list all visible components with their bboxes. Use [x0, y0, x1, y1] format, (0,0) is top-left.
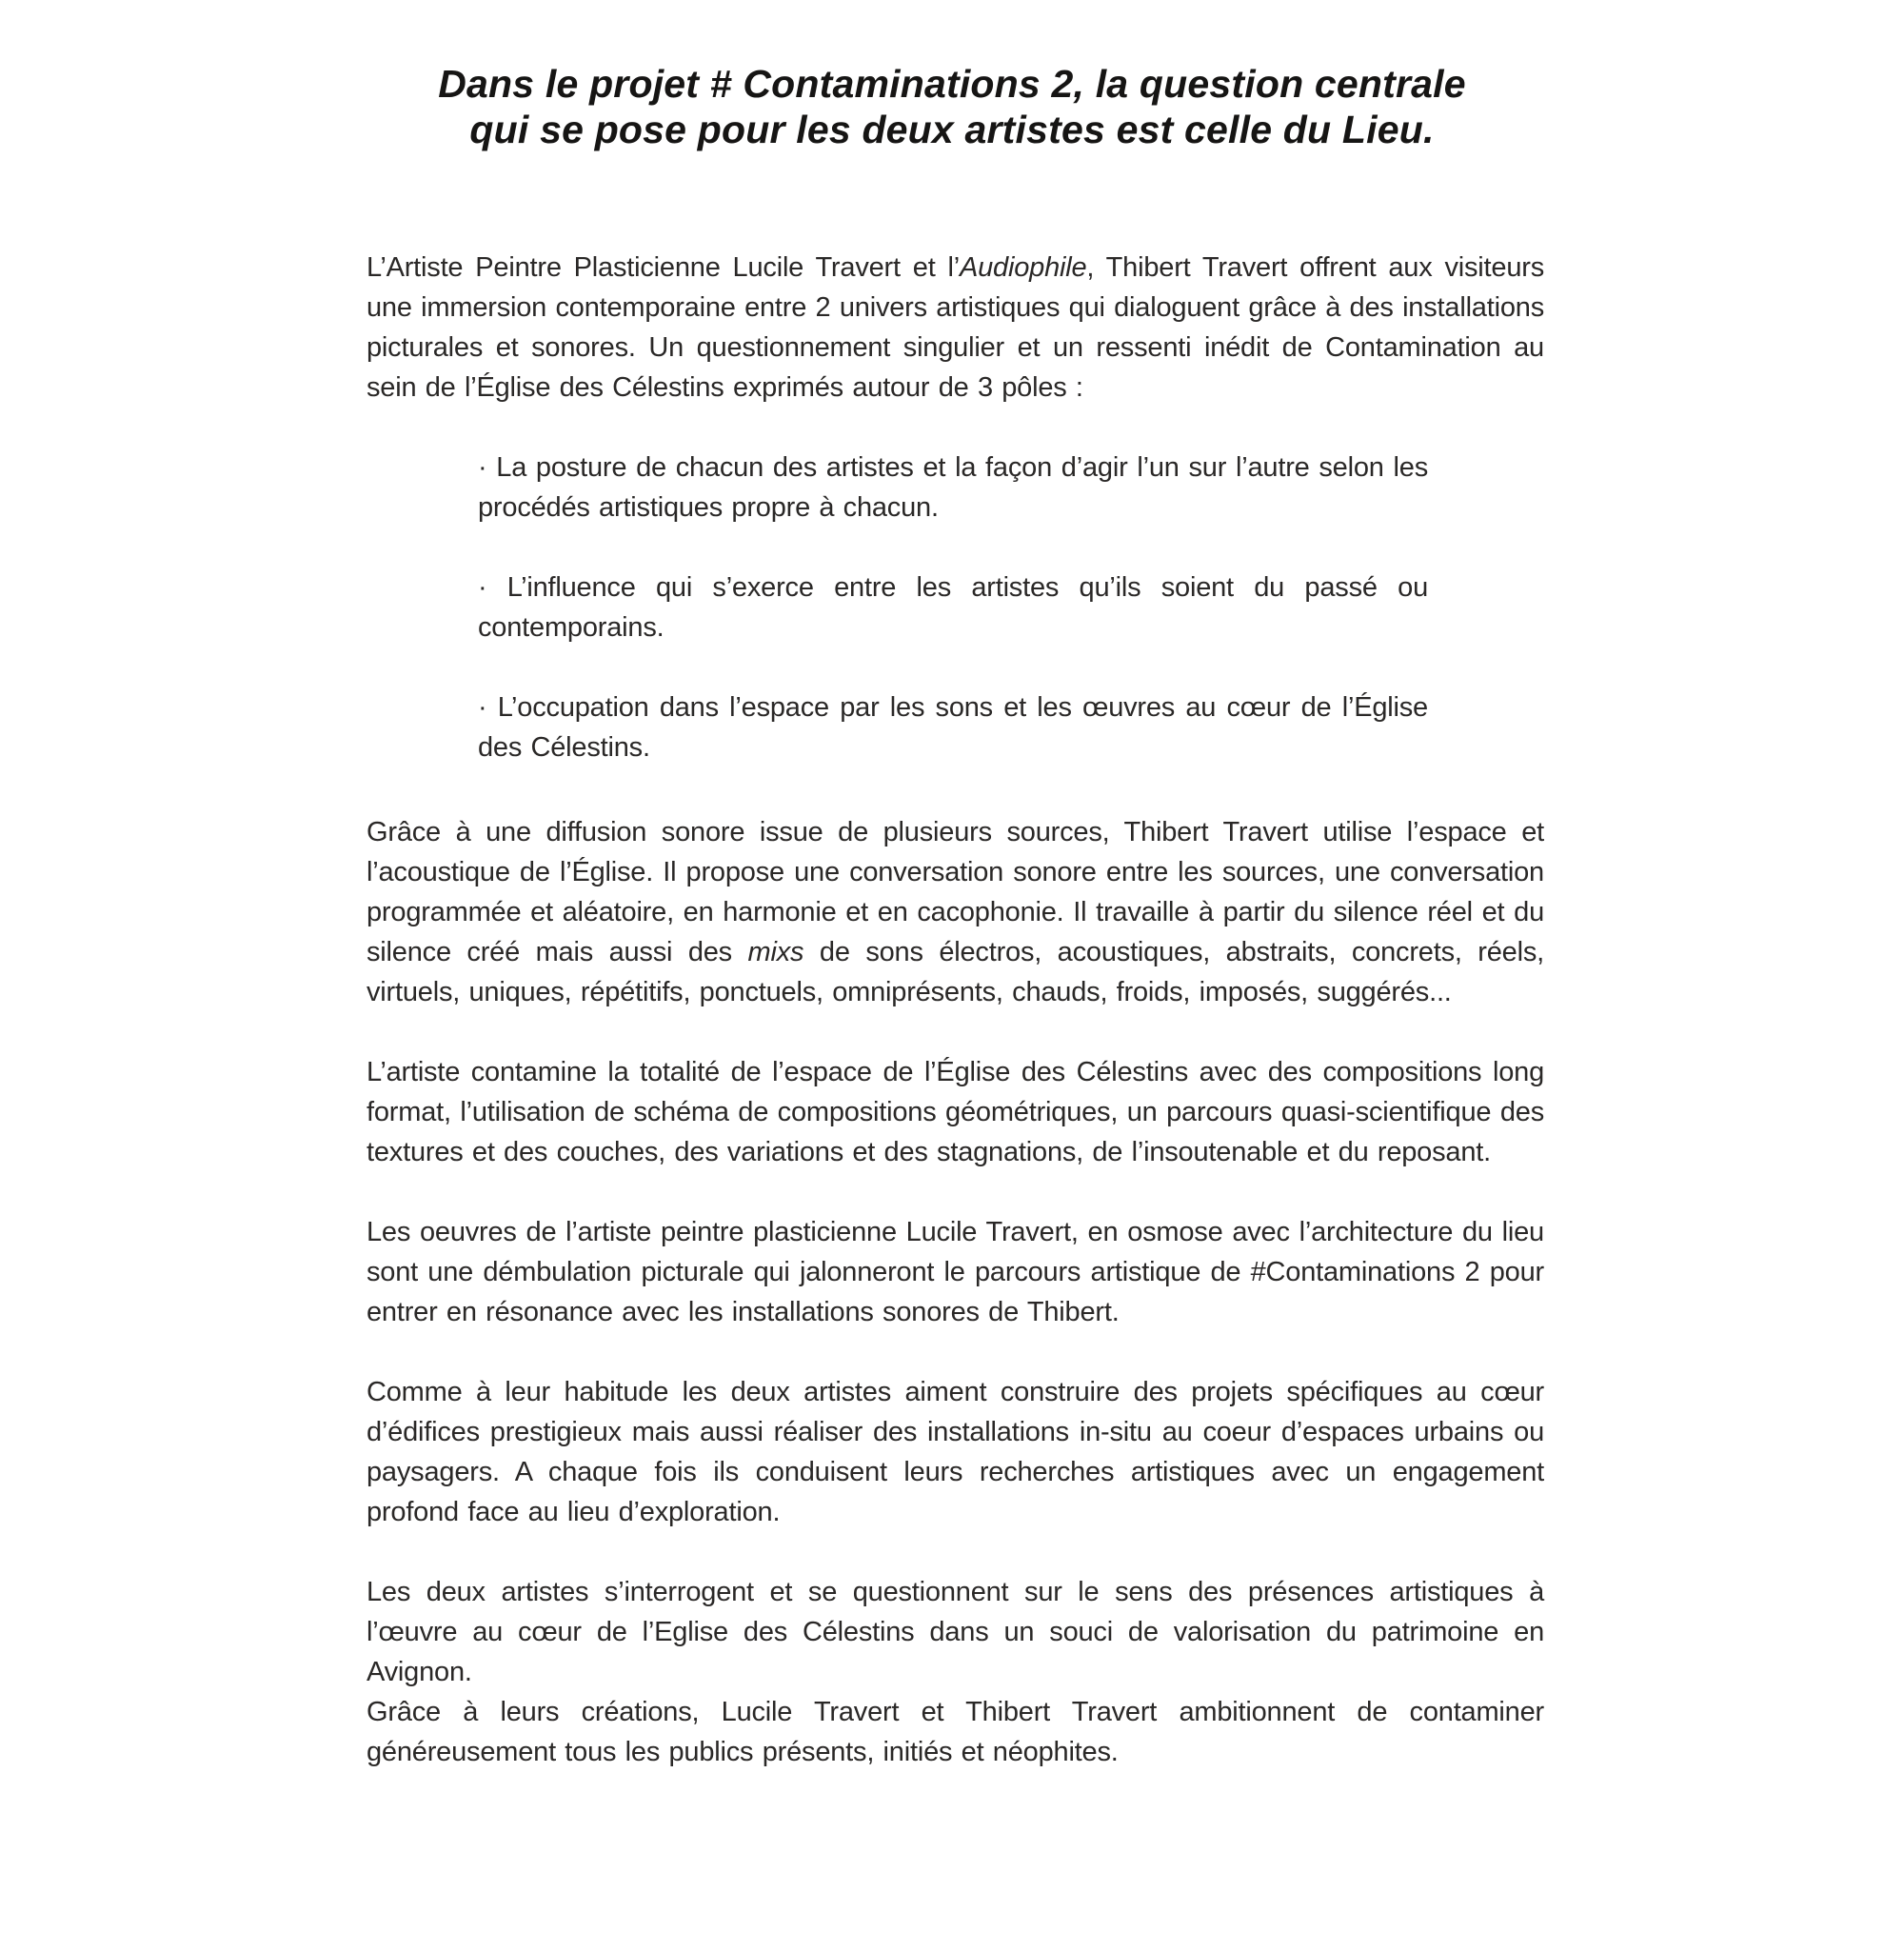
- italic-run-mixs: mixs: [747, 937, 804, 967]
- bullet-item-occupation: · L’occupation dans l’espace par les sons et les œuvres au cœur de l’Église des Célestins.: [478, 692, 1428, 763]
- italic-run-audiophile: Audiophile: [959, 252, 1087, 283]
- paragraph-intro: [367, 248, 1544, 408]
- paragraph-contamination: L’artiste contamine la totalité de l’espace de l’Église des Célestins avec des compositions long format, l’utilisation de schéma de compositions géométriques, un parcours quasi-scientifique des textures et des couches, des variations et des stagnations, de l’insoutenable et du reposant.: [367, 1057, 1544, 1167]
- paragraph-works: Les oeuvres de l’artiste peintre plasticienne Lucile Travert, en osmose avec l’architecture du lieu sont une démbulation picturale qui jalonneront le parcours artistique de #Contaminations 2 pour entrer en résonance avec les installations sonores de Thibert.: [367, 1217, 1544, 1327]
- paragraph-closing: [367, 1572, 1544, 1772]
- paragraph-projects: Comme à leur habitude les deux artistes aiment construire des projets spécifiques au cœur d’édifices prestigieux mais aussi réaliser des installations in-situ au coeur d’espaces urbains ou paysagers. A chaque fois ils conduisent leurs recherches artistiques avec un engagement profond face au lieu d’exploration.: [367, 1377, 1544, 1527]
- bullet-list: [367, 448, 1544, 767]
- bullet-item-posture: · La posture de chacun des artistes et la façon d’agir l’un sur l’autre selon les procédés artistiques propre à chacun.: [478, 452, 1428, 523]
- document-title: [0, 0, 1904, 152]
- paragraph-sound: [367, 812, 1544, 1012]
- document-body: [367, 248, 1544, 1772]
- intro-text-start: L’Artiste Peintre Plasticienne Lucile Travert et l’: [367, 252, 960, 283]
- sound-text-start: Grâce à une diffusion sonore issue de plusieurs sources, Thibert Travert utilise l’espace et l’acoustique de l’Église. Il propose une conversation sonore entre les sources, une conversation programmée et aléatoire, en harmonie et en cacophonie. Il travaille à partir du silence réel et du silence créé mais aussi des: [367, 817, 1544, 967]
- closing-line-1: Les deux artistes s’interrogent et se questionnent sur le sens des présences artistiques à l’œuvre au cœur de l’Eglise des Célestins dans un souci de valorisation du patrimoine en Avignon.: [367, 1577, 1544, 1687]
- title-line-1: Dans le projet # Contaminations 2, la question centrale: [438, 62, 1466, 106]
- bullet-item-influence: · L’influence qui s’exerce entre les artistes qu’ils soient du passé ou contemporains.: [478, 572, 1428, 643]
- sound-text-end: de sons électros, acoustiques, abstraits, concrets, réels, virtuels, uniques, répétitifs, ponctuels, omniprésents, chauds, froids, imposés, suggérés...: [367, 937, 1544, 1007]
- title-line-2: qui se pose pour les deux artistes est celle du Lieu.: [469, 108, 1435, 151]
- closing-line-2: Grâce à leurs créations, Lucile Travert et Thibert Travert ambitionnent de contaminer généreusement tous les publics présents, initiés et néophites.: [367, 1697, 1544, 1767]
- intro-text-end: , Thibert Travert offrent aux visiteurs une immersion contemporaine entre 2 univers artistiques qui dialoguent grâce à des installations picturales et sonores. Un questionnement singulier et un ressenti inédit de Contamination au sein de l’Église des Célestins exprimés autour de 3 pôles :: [367, 252, 1545, 403]
